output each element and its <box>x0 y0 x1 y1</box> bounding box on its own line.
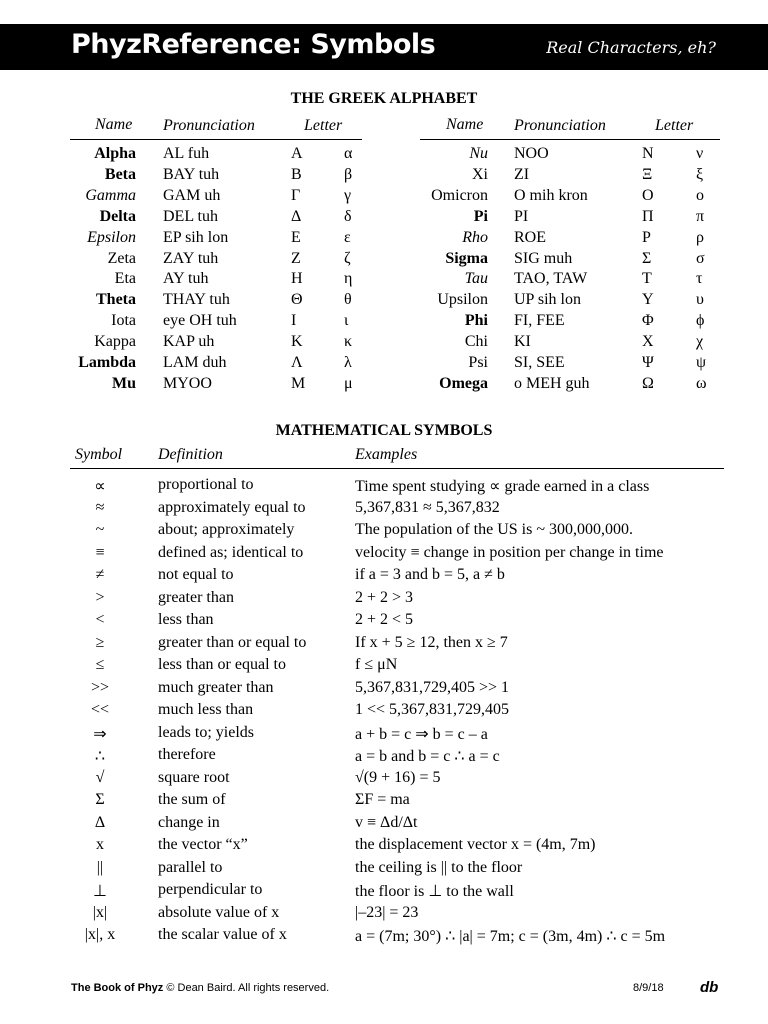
math-symbol: ≡ <box>95 543 105 561</box>
greek-uppercase-letter: Ω <box>642 374 654 392</box>
greek-letter-row <box>0 166 768 187</box>
math-symbol: |x| <box>92 903 108 921</box>
greek-right-letter-header: Letter <box>655 117 694 134</box>
math-definition: about; approximately <box>158 521 295 538</box>
math-definition: less than <box>158 611 214 628</box>
greek-letter-row <box>0 291 768 312</box>
greek-uppercase-letter: Μ <box>291 374 306 392</box>
greek-lowercase-letter: μ <box>344 374 353 392</box>
math-definition: approximately equal to <box>158 498 306 516</box>
math-symbol-row <box>0 656 768 678</box>
greek-uppercase-letter: Γ <box>291 186 301 204</box>
greek-right-rule <box>420 139 720 140</box>
math-symbol: |x|, x <box>84 926 116 943</box>
greek-letter-name: Mu <box>112 374 136 392</box>
math-symbol-row <box>0 791 768 813</box>
greek-lowercase-letter: ε <box>344 228 351 246</box>
math-symbol-row <box>0 679 768 701</box>
math-symbol-row <box>0 724 768 746</box>
greek-lowercase-letter: ω <box>696 374 707 392</box>
math-definition: change in <box>158 813 220 831</box>
greek-letter-name: Sigma <box>445 249 488 267</box>
math-symbol: > <box>95 588 105 606</box>
math-definition: not equal to <box>158 566 234 583</box>
greek-letter-name: Eta <box>114 270 136 288</box>
math-symbol: ∝ <box>94 478 106 495</box>
math-symbol-row <box>0 814 768 836</box>
greek-lowercase-letter: γ <box>344 186 352 204</box>
greek-lowercase-letter: κ <box>344 333 353 351</box>
greek-letter-name: Lambda <box>78 354 136 371</box>
math-symbol-row <box>0 746 768 768</box>
math-symbol-row <box>0 499 768 521</box>
greek-lowercase-letter: π <box>696 207 705 225</box>
greek-letter-name: Kappa <box>94 333 136 351</box>
math-symbol-row <box>0 904 768 926</box>
greek-letter-pronunciation: KAP uh <box>163 333 215 351</box>
greek-uppercase-letter: Β <box>291 165 302 183</box>
math-definition: defined as; identical to <box>158 543 304 561</box>
math-definition: absolute value of x <box>158 903 280 921</box>
math-example: 2 + 2 < 5 <box>355 611 414 628</box>
greek-letter-row <box>0 187 768 208</box>
greek-letter-pronunciation: DEL tuh <box>163 207 218 225</box>
math-symbol: Σ <box>95 791 105 808</box>
greek-uppercase-letter: Π <box>642 207 654 225</box>
math-symbol: << <box>90 701 110 718</box>
greek-letter-pronunciation: EP sih lon <box>163 228 229 246</box>
greek-letter-name: Chi <box>464 333 488 351</box>
math-section-title: MATHEMATICAL SYMBOLS <box>275 422 493 439</box>
greek-left-pron-header: Pronunciation <box>163 117 255 134</box>
math-symbol: >> <box>90 678 110 696</box>
math-symbol-row <box>0 611 768 633</box>
math-example: the floor is ⊥ to the wall <box>355 883 514 900</box>
greek-letter-name: Pi <box>473 207 488 225</box>
greek-lowercase-letter: θ <box>344 291 352 309</box>
greek-letter-name: Omega <box>439 374 488 392</box>
math-symbol-row <box>0 701 768 723</box>
math-rule <box>70 468 724 469</box>
math-example: f ≤ μN <box>355 656 398 673</box>
math-definition: less than or equal to <box>158 656 286 673</box>
math-definition: the scalar value of x <box>158 926 287 943</box>
greek-uppercase-letter: Χ <box>642 333 654 351</box>
greek-uppercase-letter: Ι <box>291 312 297 330</box>
greek-letter-pronunciation: THAY tuh <box>163 291 230 309</box>
greek-letter-pronunciation: ZAY tuh <box>163 249 219 267</box>
greek-letter-name: Gamma <box>85 186 136 204</box>
math-example: 2 + 2 > 3 <box>355 588 414 606</box>
math-symbol-row <box>0 589 768 611</box>
page-tagline: Real Characters, eh? <box>546 38 716 57</box>
greek-letter-name: Delta <box>99 207 136 225</box>
math-symbol-header: Symbol <box>75 446 123 463</box>
greek-letter-pronunciation: TAO, TAW <box>514 270 588 288</box>
math-definition: proportional to <box>158 476 254 493</box>
greek-letter-pronunciation: SI, SEE <box>514 354 565 371</box>
math-definition-header: Definition <box>158 446 223 463</box>
db-logo: db <box>700 979 719 996</box>
greek-letter-name: Omicron <box>431 186 488 204</box>
math-symbol: Δ <box>94 813 106 831</box>
math-definition: perpendicular to <box>158 881 263 898</box>
math-example: a + b = c ⇒ b = c – a <box>355 725 488 743</box>
math-definition: the vector “x” <box>158 836 248 853</box>
math-definition: square root <box>158 768 230 786</box>
greek-letter-row <box>0 145 768 166</box>
greek-lowercase-letter: ο <box>696 186 704 204</box>
math-symbol: √ <box>95 768 105 786</box>
math-symbol-row <box>0 881 768 903</box>
greek-uppercase-letter: Η <box>291 270 303 288</box>
greek-lowercase-letter: α <box>344 145 353 162</box>
greek-lowercase-letter: σ <box>696 249 705 267</box>
greek-letter-row <box>0 354 768 375</box>
math-example: 1 << 5,367,831,729,405 <box>355 701 510 718</box>
greek-letter-name: Theta <box>96 291 136 309</box>
greek-letter-row <box>0 250 768 271</box>
math-definition: greater than or equal to <box>158 633 307 651</box>
greek-left-name-header: Name <box>95 116 133 133</box>
greek-letter-pronunciation: NOO <box>514 145 549 162</box>
math-example: Time spent studying ∝ grade earned in a class <box>355 478 650 495</box>
greek-lowercase-letter: ϕ <box>696 312 705 330</box>
math-symbol: ≤ <box>95 656 105 673</box>
math-example: |–23| = 23 <box>355 903 419 921</box>
footer-credit <box>71 982 329 994</box>
greek-uppercase-letter: Υ <box>642 291 654 309</box>
greek-letter-row <box>0 333 768 354</box>
greek-lowercase-letter: ψ <box>696 354 707 371</box>
math-definition: leads to; yields <box>158 723 254 741</box>
math-symbol: || <box>96 858 104 876</box>
greek-lowercase-letter: τ <box>696 270 703 288</box>
greek-lowercase-letter: λ <box>344 354 352 371</box>
greek-uppercase-letter: Θ <box>291 291 303 309</box>
greek-letter-pronunciation: AL fuh <box>163 145 210 162</box>
footer-book: The Book of Phyz <box>71 982 164 994</box>
greek-uppercase-letter: Ν <box>642 145 654 162</box>
greek-section-title: THE GREEK ALPHABET <box>290 90 478 107</box>
greek-right-name-header: Name <box>446 116 484 133</box>
math-symbol-row <box>0 769 768 791</box>
math-symbol-row <box>0 634 768 656</box>
greek-lowercase-letter: ρ <box>696 228 704 246</box>
math-symbol-row <box>0 544 768 566</box>
greek-uppercase-letter: Ξ <box>642 165 653 183</box>
math-symbol-row <box>0 521 768 543</box>
greek-letter-pronunciation: o MEH guh <box>514 374 590 392</box>
math-example: v ≡ Δd/Δt <box>355 813 418 831</box>
math-definition: much less than <box>158 701 254 718</box>
greek-letter-name: Beta <box>104 165 136 183</box>
greek-right-pron-header: Pronunciation <box>514 117 606 134</box>
greek-uppercase-letter: Ζ <box>291 249 301 267</box>
greek-letter-name: Phi <box>464 312 488 330</box>
math-example: a = (7m; 30°) ∴ |a| = 7m; c = (3m, 4m) ∴ c = 5m <box>355 928 666 945</box>
greek-lowercase-letter: ξ <box>696 165 704 183</box>
math-symbol-row <box>0 836 768 858</box>
math-symbol: ≥ <box>95 633 105 651</box>
greek-letter-row <box>0 270 768 291</box>
math-symbol: < <box>95 611 105 628</box>
greek-letter-name: Xi <box>472 165 488 183</box>
greek-uppercase-letter: Κ <box>291 333 303 351</box>
math-definition: parallel to <box>158 858 223 876</box>
greek-uppercase-letter: Σ <box>642 249 652 267</box>
greek-uppercase-letter: Ψ <box>642 354 654 371</box>
greek-left-rule <box>70 139 362 140</box>
footer-copyright: © Dean Baird. All rights reserved. <box>166 982 330 994</box>
math-symbol-row <box>0 566 768 588</box>
greek-lowercase-letter: χ <box>696 333 704 351</box>
greek-letter-pronunciation: eye OH tuh <box>163 312 237 330</box>
greek-lowercase-letter: ζ <box>344 249 351 267</box>
greek-uppercase-letter: Ο <box>642 186 654 204</box>
math-symbol: ∴ <box>94 748 106 765</box>
math-example: the ceiling is || to the floor <box>355 858 523 876</box>
greek-uppercase-letter: Ε <box>291 228 301 246</box>
math-example: a = b and b = c ∴ a = c <box>355 748 500 765</box>
greek-lowercase-letter: δ <box>344 207 352 225</box>
greek-lowercase-letter: υ <box>696 291 704 309</box>
greek-lowercase-letter: ν <box>696 145 704 162</box>
greek-uppercase-letter: Ρ <box>642 228 651 246</box>
greek-letter-pronunciation: UP sih lon <box>514 291 581 309</box>
math-symbol: ≈ <box>95 498 105 516</box>
greek-letter-pronunciation: KI <box>514 333 531 351</box>
math-example: 5,367,831 ≈ 5,367,832 <box>355 498 500 516</box>
greek-left-letter-header: Letter <box>304 117 343 134</box>
greek-letter-name: Upsilon <box>437 291 488 309</box>
math-example: if a = 3 and b = 5, a ≠ b <box>355 566 505 583</box>
math-symbol-row <box>0 476 768 498</box>
math-example: 5,367,831,729,405 >> 1 <box>355 678 510 696</box>
math-example: The population of the US is ~ 300,000,000. <box>355 521 633 538</box>
greek-letter-name: Tau <box>464 270 488 288</box>
greek-letter-pronunciation: O mih kron <box>514 186 588 204</box>
greek-letter-row <box>0 375 768 396</box>
math-symbol-row <box>0 926 768 948</box>
greek-uppercase-letter: Λ <box>291 354 303 371</box>
greek-uppercase-letter: Α <box>291 145 303 162</box>
footer-date: 8/9/18 <box>633 982 664 994</box>
greek-uppercase-letter: Δ <box>291 207 302 225</box>
math-example: ΣF = ma <box>355 791 410 808</box>
greek-letter-pronunciation: LAM duh <box>163 354 227 371</box>
greek-letter-pronunciation: AY tuh <box>163 270 209 288</box>
greek-lowercase-letter: ι <box>344 312 349 330</box>
math-example: If x + 5 ≥ 12, then x ≥ 7 <box>355 633 508 651</box>
header-banner <box>0 24 768 70</box>
greek-letter-name: Iota <box>111 312 136 330</box>
greek-letter-row <box>0 229 768 250</box>
greek-uppercase-letter: Φ <box>642 312 654 330</box>
math-example: velocity ≡ change in position per change in time <box>355 543 664 561</box>
math-symbol: ~ <box>95 521 105 538</box>
page-title: PhyzReference: Symbols <box>71 29 436 60</box>
math-symbol: ⇒ <box>93 725 107 743</box>
math-examples-header: Examples <box>355 446 418 463</box>
greek-lowercase-letter: η <box>344 270 353 288</box>
math-definition: the sum of <box>158 791 226 808</box>
math-symbol-row <box>0 859 768 881</box>
greek-letter-pronunciation: ZI <box>514 165 530 183</box>
greek-letter-pronunciation: FI, FEE <box>514 312 565 330</box>
greek-letter-name: Nu <box>469 145 488 162</box>
greek-letter-pronunciation: PI <box>514 207 529 225</box>
math-symbol: x <box>96 836 104 853</box>
greek-letter-pronunciation: SIG muh <box>514 249 573 267</box>
greek-letter-pronunciation: MYOO <box>163 374 212 392</box>
math-symbol: ⊥ <box>93 883 107 900</box>
greek-letter-name: Alpha <box>94 145 136 162</box>
greek-uppercase-letter: Τ <box>642 270 652 288</box>
math-definition: greater than <box>158 588 234 606</box>
greek-letter-row <box>0 208 768 229</box>
math-example: √(9 + 16) = 5 <box>355 768 441 786</box>
greek-lowercase-letter: β <box>344 165 353 183</box>
math-definition: therefore <box>158 746 216 763</box>
math-definition: much greater than <box>158 678 274 696</box>
greek-letter-name: Rho <box>462 228 488 246</box>
greek-letter-name: Epsilon <box>87 228 136 246</box>
greek-letter-name: Psi <box>468 354 488 371</box>
greek-letter-pronunciation: BAY tuh <box>163 165 220 183</box>
greek-letter-name: Zeta <box>107 249 136 267</box>
math-symbol: ≠ <box>95 566 105 583</box>
greek-letter-pronunciation: GAM uh <box>163 186 221 204</box>
greek-letter-pronunciation: ROE <box>514 228 546 246</box>
greek-letter-row <box>0 312 768 333</box>
math-example: the displacement vector x = (4m, 7m) <box>355 836 596 853</box>
